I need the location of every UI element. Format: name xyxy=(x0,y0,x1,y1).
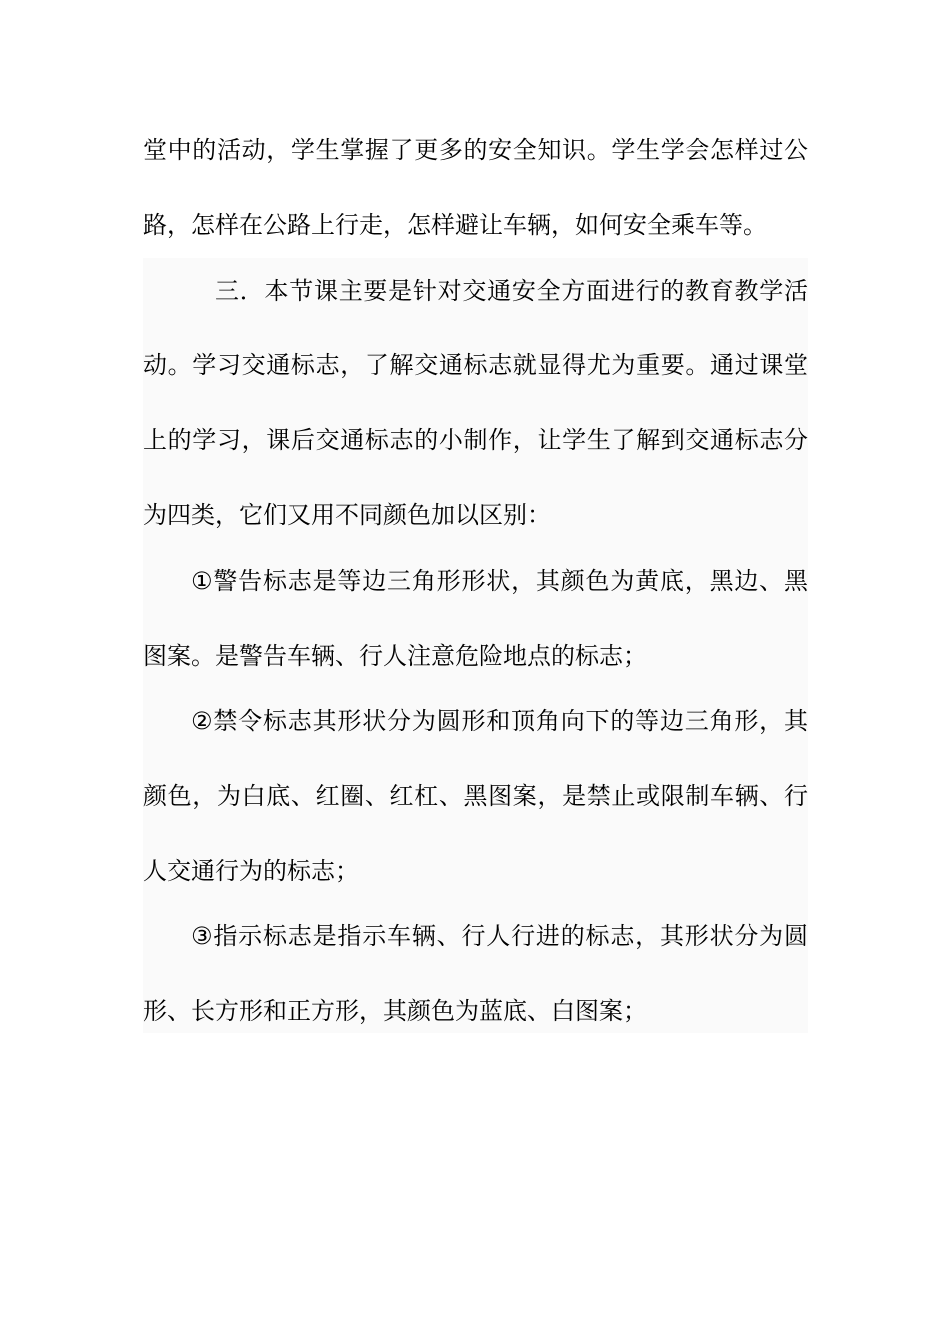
paragraph-line-6: 为四类，它们又用不同颜色加以区别： xyxy=(143,501,551,529)
paragraph-line-4: 动。学习交通标志，了解交通标志就显得尤为重要。通过课堂 xyxy=(143,351,808,379)
list-item-warning-line-2: 图案。是警告车辆、行人注意危险地点的标志； xyxy=(143,642,647,670)
list-item-indication-line-2: 形、长方形和正方形，其颜色为蓝底、白图案； xyxy=(143,997,647,1025)
list-item-prohibition-line-3: 人交通行为的标志； xyxy=(143,857,359,885)
list-item-prohibition-line-1: ②禁令标志其形状分为圆形和顶角向下的等边三角形，其 xyxy=(191,707,808,735)
list-item-prohibition-line-2: 颜色，为白底、红圈、红杠、黑图案，是禁止或限制车辆、行 xyxy=(143,782,808,810)
paragraph-line-3: 三．本节课主要是针对交通安全方面进行的教育教学活 xyxy=(215,277,808,305)
paragraph-line-1: 堂中的活动，学生掌握了更多的安全知识。学生学会怎样过公 xyxy=(143,136,808,164)
list-item-warning-line-1: ①警告标志是等边三角形形状，其颜色为黄底，黑边、黑 xyxy=(191,567,808,595)
paragraph-line-5: 上的学习，课后交通标志的小制作，让学生了解到交通标志分 xyxy=(143,426,808,454)
paragraph-line-2: 路，怎样在公路上行走，怎样避让车辆，如何安全乘车等。 xyxy=(143,211,767,239)
list-item-indication-line-1: ③指示标志是指示车辆、行人行进的标志，其形状分为圆 xyxy=(191,922,808,950)
